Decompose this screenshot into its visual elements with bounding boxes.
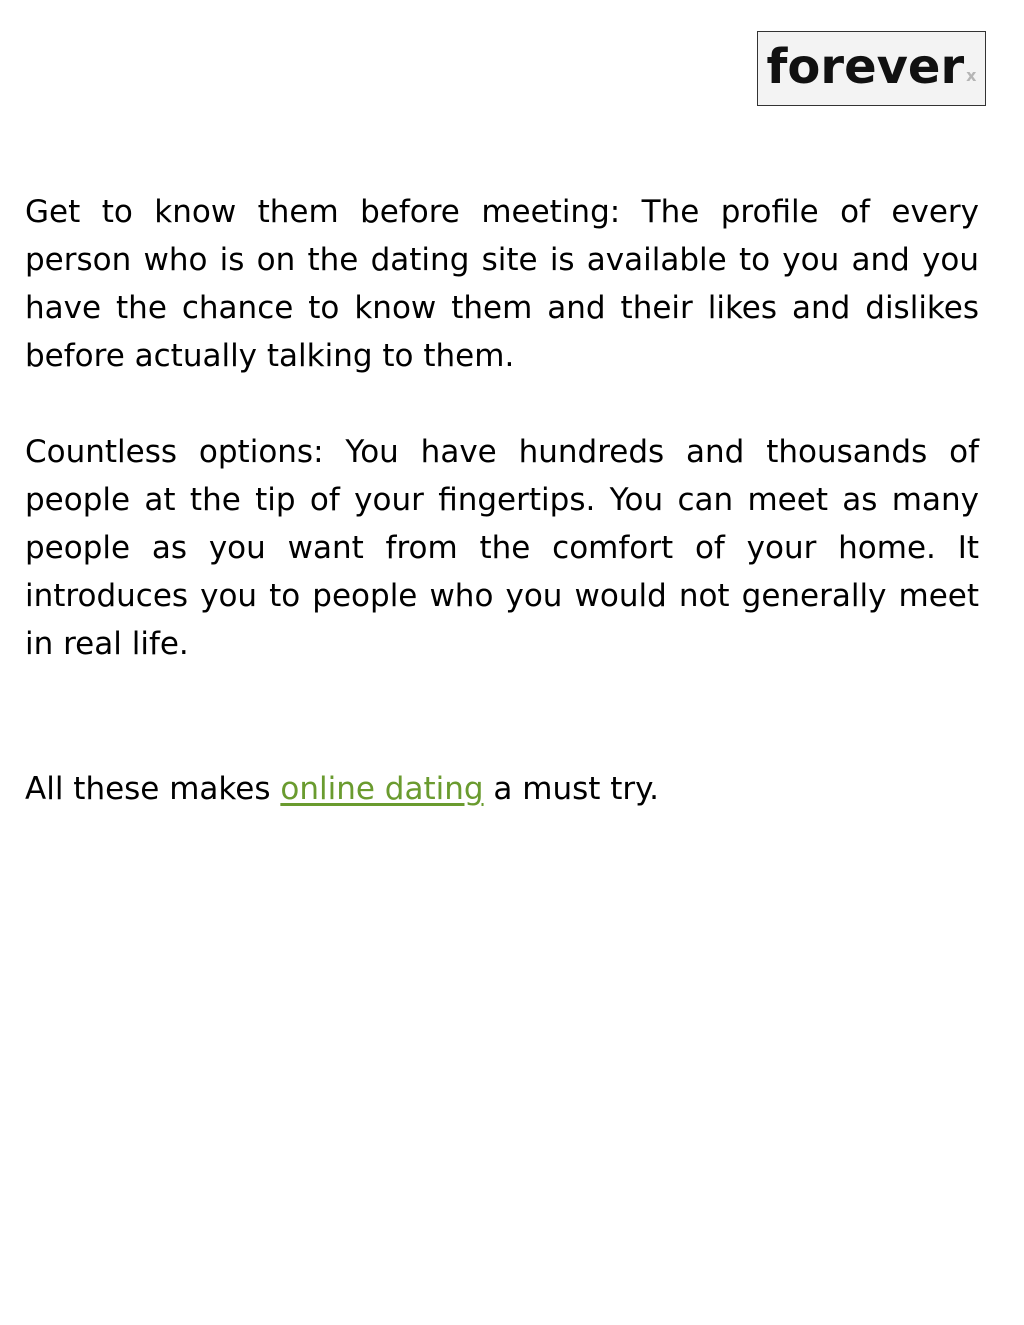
closing-sentence: [25, 765, 979, 813]
forever-logo: [757, 31, 986, 106]
logo-suffix: x: [966, 66, 977, 85]
logo-wordmark: forever: [766, 38, 965, 95]
paragraph-countless-options: Countless options: You have hundreds and thousands of people at the tip of your fingertips. You can meet as many people as you want from the comfort of your home. It introduces you to people who you would not generally meet in real life.: [25, 434, 979, 662]
closing-text-before: All these makes: [25, 771, 281, 807]
closing-text-after: a must try.: [483, 771, 659, 807]
article-body: [25, 188, 979, 813]
online-dating-link[interactable]: online dating: [280, 771, 484, 807]
paragraph-get-to-know: Get to know them before meeting: The profile of every person who is on the dating site is available to you and you have the chance to know them and their likes and dislikes before actually talking to them.: [25, 194, 979, 374]
